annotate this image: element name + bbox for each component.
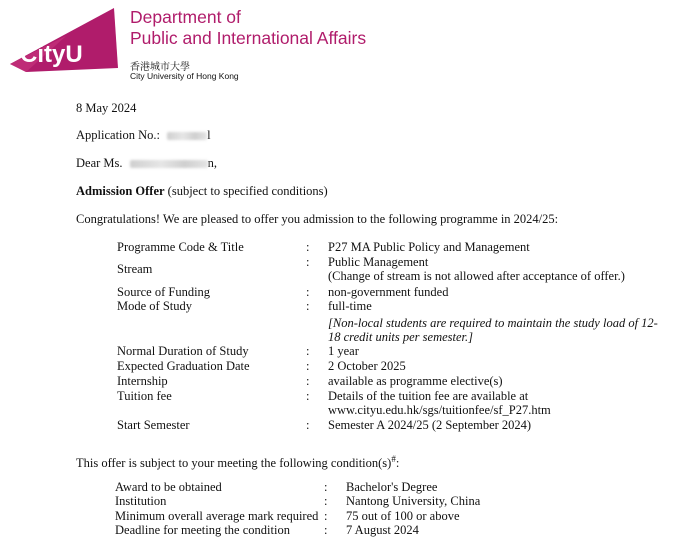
congratulations-text: Congratulations! We are pleased to offer you admission to the following programme in 2024/25: (76, 212, 559, 226)
salutation-label: Dear Ms. (76, 156, 123, 170)
dept-line-2: Public and International Affairs (130, 28, 367, 48)
colon: : (306, 285, 310, 299)
graduation-label: Expected Graduation Date (117, 359, 250, 373)
colon: : (306, 240, 310, 254)
duration-label: Normal Duration of Study (117, 344, 249, 358)
stream-note: (Change of stream is not allowed after acceptance of offer.) (328, 269, 625, 283)
minimum-mark-label: Minimum overall average mark required (115, 509, 319, 523)
logo-text: CityU (20, 41, 83, 68)
stream-value: Public Management (328, 255, 429, 269)
condition-intro (76, 452, 399, 470)
colon: : (324, 480, 328, 494)
salutation-tail: n, (207, 156, 218, 170)
department-name (130, 7, 366, 49)
tuition-fee-link[interactable]: www.cityu.edu.hk/sgs/tuitionfee/sf_P27.htm (328, 403, 551, 417)
colon: : (306, 255, 310, 269)
mode-label: Mode of Study (117, 299, 192, 313)
redacted-name (130, 160, 208, 168)
university-name: City University of Hong Kong (130, 71, 239, 81)
internship-value: available as programme elective(s) (328, 374, 503, 388)
salutation (76, 156, 217, 170)
application-no-label: Application No.: (76, 128, 161, 142)
mode-note-line-1: [Non-local students are required to maintain the study load of 12- (328, 316, 658, 330)
letter-date: 8 May 2024 (76, 101, 137, 115)
tuition-fee-label: Tuition fee (117, 389, 172, 403)
stream-label: Stream (117, 262, 153, 276)
application-no-tail: l (207, 128, 211, 142)
colon: : (306, 359, 310, 373)
tuition-fee-value-1: Details of the tuition fee are available at (328, 389, 529, 403)
application-no (76, 128, 211, 142)
colon: : (306, 299, 310, 313)
deadline-label: Deadline for meeting the condition (115, 523, 290, 537)
graduation-value: 2 October 2025 (328, 359, 406, 373)
redacted-application-no (167, 132, 207, 140)
start-semester-value: Semester A 2024/25 (2 September 2024) (328, 418, 532, 432)
colon: : (306, 389, 310, 403)
start-semester-label: Start Semester (117, 418, 190, 432)
condition-intro-colon: : (395, 456, 400, 471)
condition-footnote-mark: # (391, 454, 396, 464)
condition-intro-text: This offer is subject to your meeting the following condition(s) (76, 456, 392, 471)
colon: : (306, 418, 310, 432)
internship-label: Internship (117, 374, 168, 388)
chinese-university-name: 香港城市大學 (130, 62, 190, 73)
duration-value: 1 year (328, 344, 359, 358)
colon: : (324, 523, 328, 537)
minimum-mark-value: 75 out of 100 or above (346, 509, 460, 523)
institution-value: Nantong University, China (346, 494, 481, 508)
institution-label: Institution (115, 494, 167, 508)
programme-code-value: P27 MA Public Policy and Management (328, 240, 530, 254)
funding-value: non-government funded (328, 285, 449, 299)
cityu-logo (6, 6, 124, 76)
colon: : (324, 494, 328, 508)
award-label: Award to be obtained (115, 480, 222, 494)
programme-code-label: Programme Code & Title (117, 240, 244, 254)
award-value: Bachelor's Degree (346, 480, 438, 494)
deadline-value: 7 August 2024 (346, 523, 419, 537)
colon: : (306, 374, 310, 388)
colon: : (306, 344, 310, 358)
funding-label: Source of Funding (117, 285, 211, 299)
mode-value: full-time (328, 299, 372, 313)
dept-line-1: Department of (130, 7, 241, 27)
colon: : (324, 509, 328, 523)
offer-subtitle: (subject to specified conditions) (164, 184, 328, 198)
offer-title: Admission Offer (76, 184, 165, 198)
offer-heading (76, 184, 328, 198)
mode-note-line-2: 18 credit units per semester.] (328, 330, 474, 344)
